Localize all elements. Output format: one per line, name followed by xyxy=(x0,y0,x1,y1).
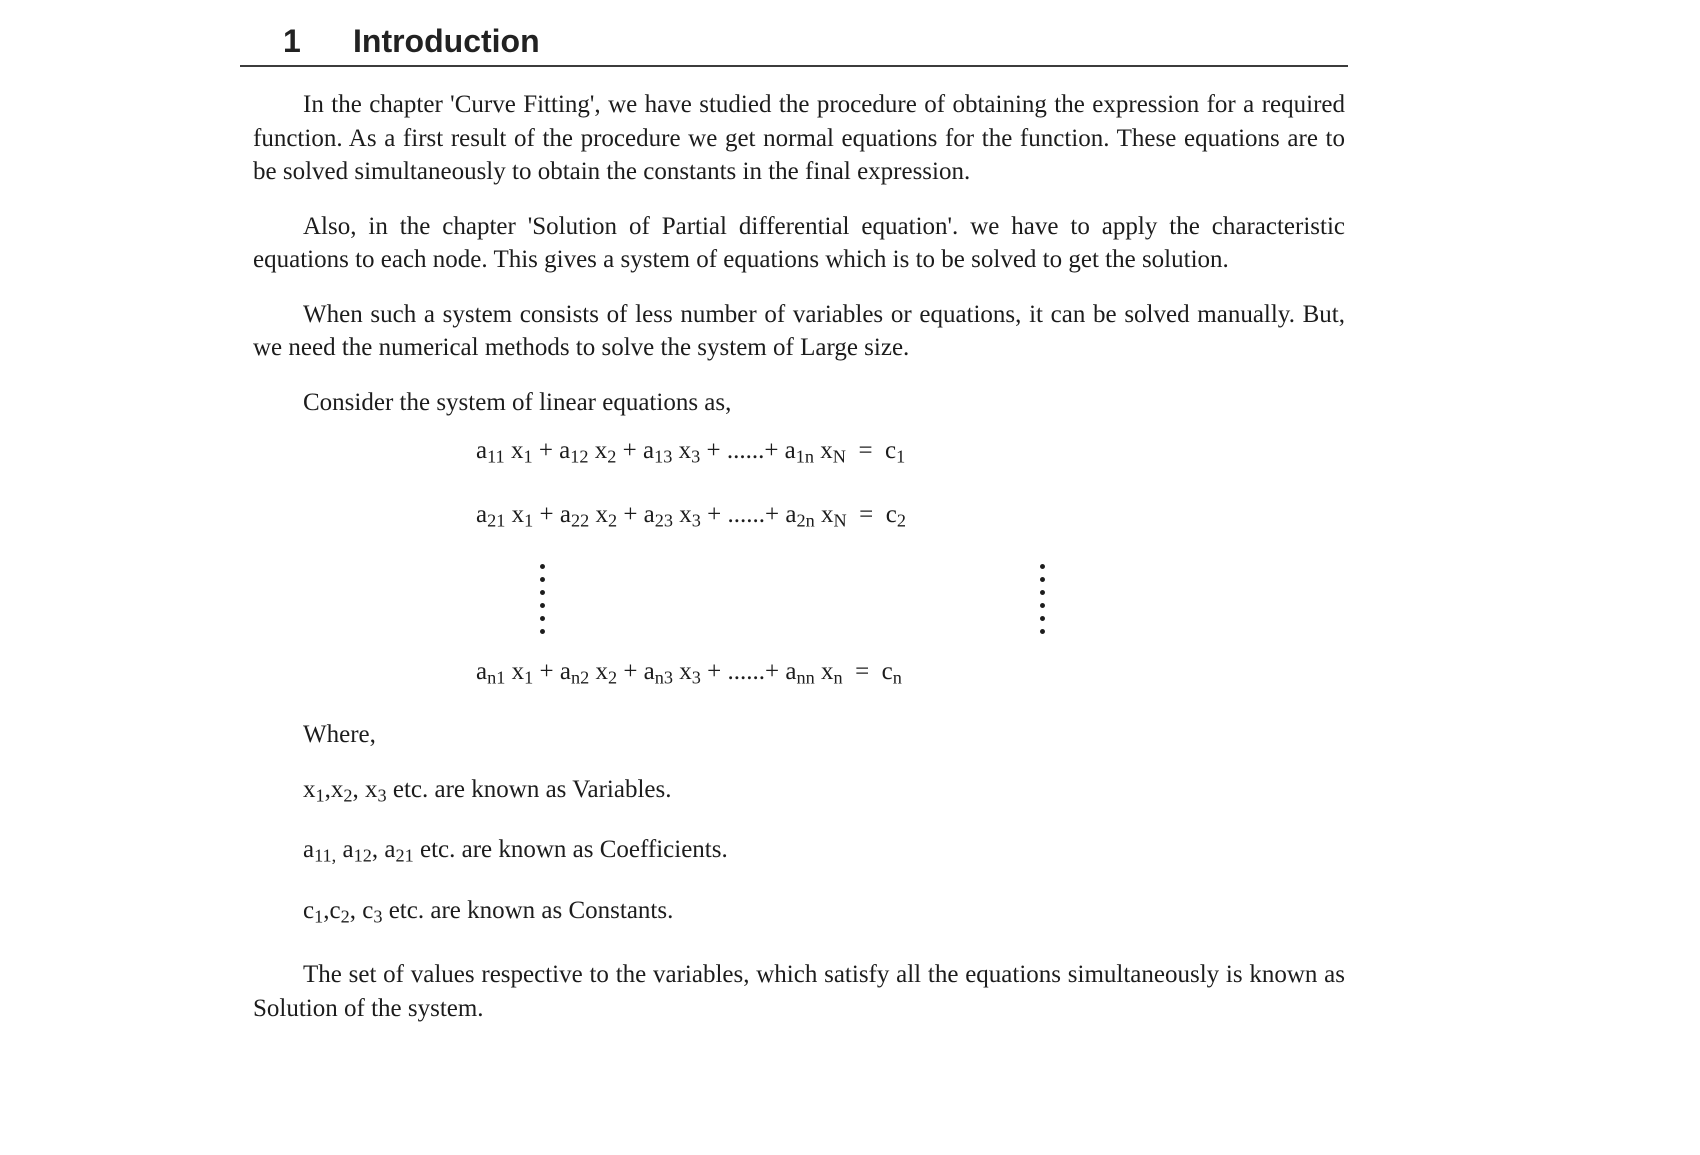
equation-block xyxy=(476,433,1345,696)
consider-line: Consider the system of linear equations as, xyxy=(303,388,732,416)
equation-row-2: a21 x1 + a22 x2 + a23 x3 + ......+ a2n xN = c2 xyxy=(476,500,906,531)
heading-rule xyxy=(240,65,1348,67)
definition-variables: x1,x2, x3 etc. are known as Variables. xyxy=(303,775,672,806)
paragraph-system-size: When such a system consists of less number of variables or equations, it can be solved manually. But, we need the numerical methods to solve the system of Large size. xyxy=(253,300,1345,361)
definition-constants: c1,c2, c3 etc. are known as Constants. xyxy=(303,897,674,927)
definition-coefficients: a11, a12, a21 etc. are known as Coefficients. xyxy=(303,835,728,866)
paragraph-solution: The set of values respective to the variables, which satisfy all the equations simultaneously is known as Solution of the system. xyxy=(253,961,1345,1022)
vertical-ellipsis-left-icon xyxy=(540,560,545,640)
vertical-ellipsis-right-icon xyxy=(1040,560,1045,640)
section-number: 1 xyxy=(283,23,301,59)
equation-row-1: a11 x1 + a12 x2 + a13 x3 + ......+ a1n xN = c1 xyxy=(476,437,906,467)
paragraph-partial-differential: Also, in the chapter 'Solution of Partial differential equation'. we have to apply the characteristic equations to each node. This gives a system of equations which is to be solved to get the solution. xyxy=(253,212,1345,273)
page-content xyxy=(253,0,1345,1025)
section-heading xyxy=(253,22,1345,60)
paragraph-curve-fitting: In the chapter 'Curve Fitting', we have studied the procedure of obtaining the expression for a required function. As a first result of the procedure we get normal equations for the function. These equations are to be solved simultaneously to obtain the constants in the final expression. xyxy=(253,91,1345,185)
section-title: Introduction xyxy=(353,23,540,59)
vertical-ellipsis-row xyxy=(476,560,1345,640)
equation-row-n: an1 x1 + an2 x2 + an3 x3 + ......+ ann xn = cn xyxy=(476,658,902,689)
where-label: Where, xyxy=(303,721,376,749)
